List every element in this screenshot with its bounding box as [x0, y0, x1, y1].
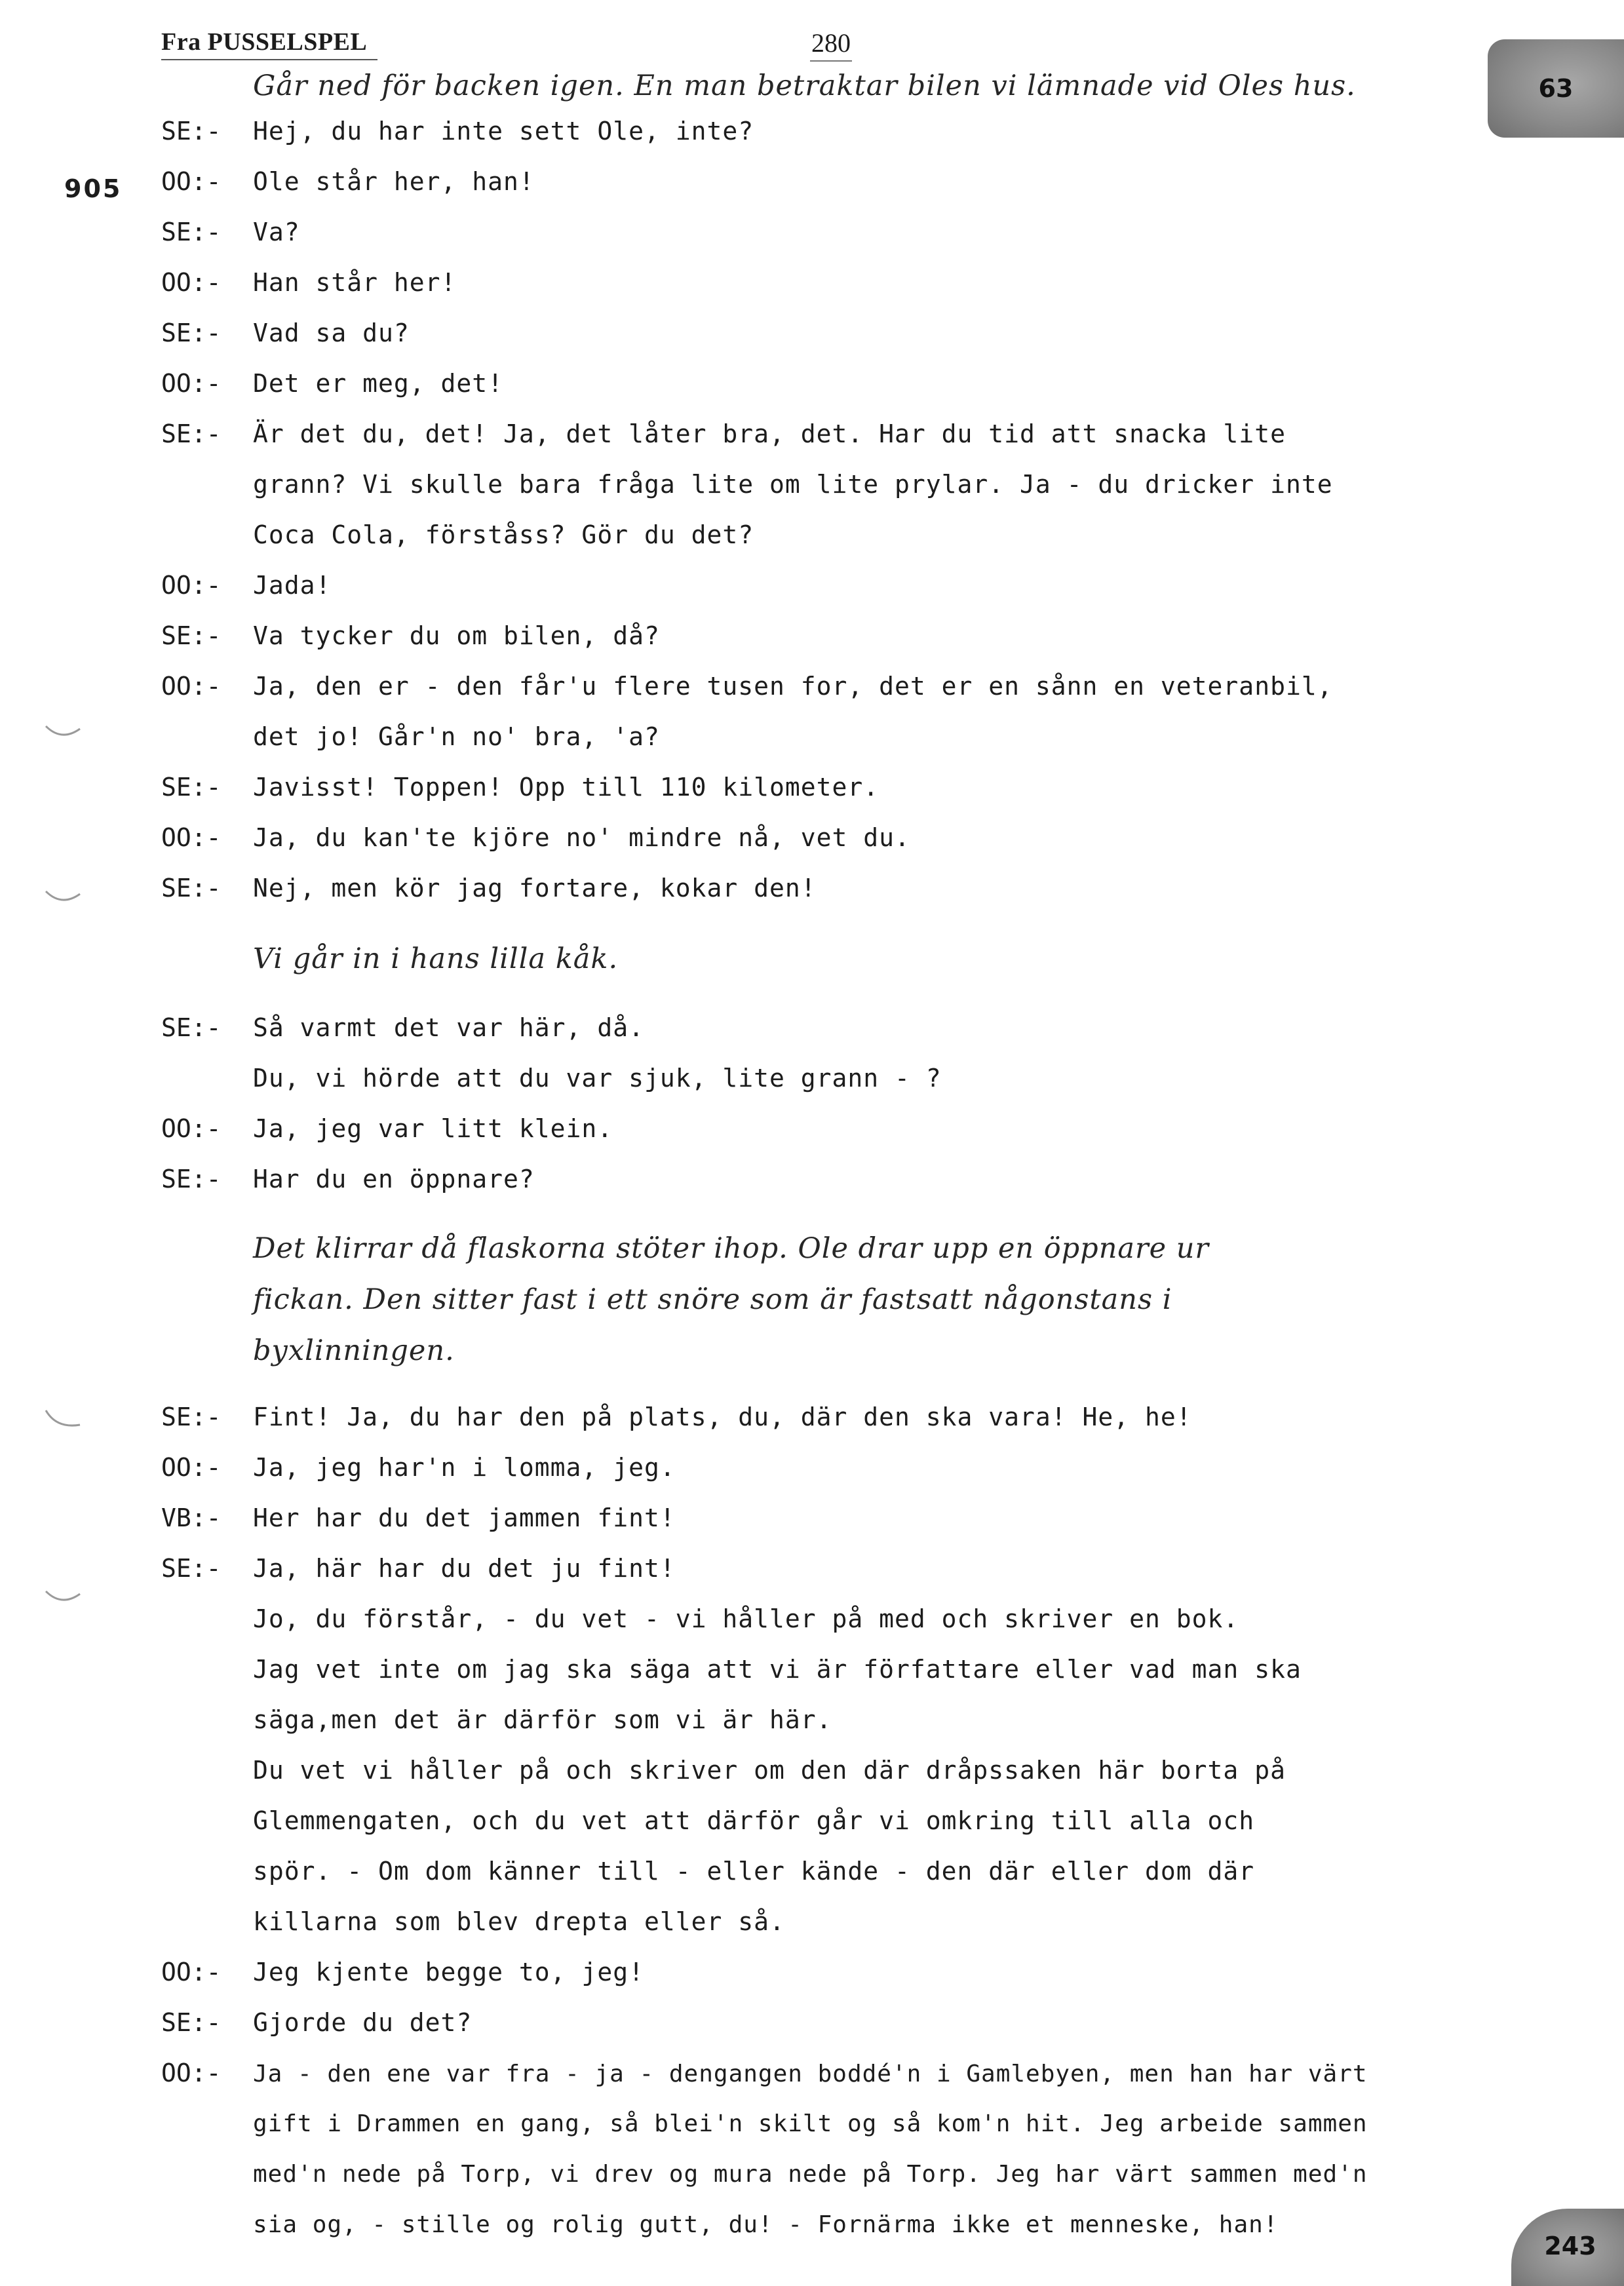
speaker-tag: OO:- — [161, 1958, 222, 1986]
speaker-tag: SE:- — [161, 621, 222, 650]
dialogue-text: Ja, du kan'te kjöre no' mindre nå, vet du. — [253, 823, 910, 852]
dialogue-line — [161, 611, 660, 661]
dialogue-text: Hej, du har inte sett Ole, inte? — [253, 117, 754, 145]
margin-tick-mark — [43, 1585, 83, 1611]
stage-direction: Det klirrar då flaskorna stöter ihop. Ole drar upp en öppnare ur — [253, 1232, 1209, 1265]
dialogue-line — [161, 762, 879, 813]
dialogue-text: Vad sa du? — [253, 319, 410, 347]
speaker-tag: SE:- — [161, 1554, 222, 1583]
dialogue-continuation: Jag vet inte om jag ska säga att vi är författare eller vad man ska — [253, 1655, 1302, 1684]
dialogue-line — [161, 207, 300, 258]
margin-tick-mark — [43, 720, 83, 746]
dialogue-continuation: killarna som blev drepta eller så. — [253, 1907, 785, 1936]
dialogue-text: Jada! — [253, 571, 332, 600]
page-number: 280 — [811, 28, 851, 58]
dialogue-text: Her har du det jammen fint! — [253, 1503, 676, 1532]
source-title: Fra PUSSELSPEL — [161, 28, 368, 56]
dialogue-line — [161, 813, 910, 863]
margin-tick-mark — [43, 885, 83, 911]
dialogue-text: Har du en öppnare? — [253, 1165, 535, 1193]
dialogue-line — [161, 2048, 1368, 2099]
bottom-badge-label: 243 — [1544, 2232, 1596, 2260]
dialogue-line — [161, 358, 503, 409]
dialogue-continuation: grann? Vi skulle bara fråga lite om lite prylar. Ja - du dricker inte — [253, 470, 1333, 499]
dialogue-text: Ja, den er - den får'u flere tusen for, det er en sånn en veteranbil, — [253, 672, 1333, 701]
dialogue-line — [161, 308, 410, 358]
speaker-tag: SE:- — [161, 1403, 222, 1431]
dialogue-text: Jeg kjente begge to, jeg! — [253, 1958, 644, 1986]
speaker-tag: OO:- — [161, 167, 222, 196]
dialogue-continuation: gift i Drammen en gang, så blei'n skilt og så kom'n hit. Jeg arbeide sammen — [253, 2110, 1368, 2137]
bottom-page-badge — [1511, 2209, 1624, 2286]
dialogue-continuation: Du, vi hörde att du var sjuk, lite grann - ? — [253, 1064, 942, 1093]
dialogue-line — [161, 661, 1333, 712]
dialogue-text: Ja, här har du det ju fint! — [253, 1554, 676, 1583]
dialogue-continuation: med'n nede på Torp, vi drev og mura nede på Torp. Jeg har värt sammen med'n — [253, 2161, 1368, 2188]
dialogue-text: Så varmt det var här, då. — [253, 1013, 644, 1042]
dialogue-line — [161, 258, 456, 308]
speaker-tag: VB:- — [161, 1503, 222, 1532]
dialogue-text: Det er meg, det! — [253, 369, 504, 398]
dialogue-text: Va tycker du om bilen, då? — [253, 621, 660, 650]
dialogue-line — [161, 157, 535, 207]
margin-tick-mark — [43, 1408, 83, 1434]
top-badge-label: 63 — [1538, 74, 1574, 103]
dialogue-text: Va? — [253, 218, 300, 246]
dialogue-line — [161, 560, 331, 611]
dialogue-line — [161, 409, 1286, 459]
dialogue-continuation: Du vet vi håller på och skriver om den där dråpssaken här borta på — [253, 1756, 1286, 1785]
dialogue-text: Ja, jeg har'n i lomma, jeg. — [253, 1453, 676, 1482]
dialogue-text: Han står her! — [253, 268, 457, 297]
stage-direction: byxlinningen. — [253, 1334, 455, 1367]
speaker-tag: OO:- — [161, 1114, 222, 1143]
dialogue-continuation: Coca Cola, förståss? Gör du det? — [253, 520, 754, 549]
dialogue-text: Nej, men kör jag fortare, kokar den! — [253, 874, 817, 902]
speaker-tag: SE:- — [161, 874, 222, 902]
dialogue-line — [161, 1003, 644, 1053]
speaker-tag: SE:- — [161, 1165, 222, 1193]
dialogue-continuation: Glemmengaten, och du vet att därför går vi omkring till alla och — [253, 1806, 1255, 1835]
dialogue-text: Ole står her, han! — [253, 167, 535, 196]
dialogue-text: Är det du, det! Ja, det låter bra, det. Har du tid att snacka lite — [253, 419, 1286, 448]
dialogue-line — [161, 1947, 644, 1998]
speaker-tag: OO:- — [161, 268, 222, 297]
speaker-tag: SE:- — [161, 773, 222, 802]
dialogue-continuation: Jo, du förstår, - du vet - vi håller på med och skriver en bok. — [253, 1604, 1239, 1633]
dialogue-line — [161, 106, 754, 157]
dialogue-line — [161, 1998, 472, 2048]
dialogue-line — [161, 1493, 676, 1543]
speaker-tag: SE:- — [161, 2008, 222, 2037]
stage-direction: Går ned för backen igen. En man betraktar bilen vi lämnade vid Oles hus. — [253, 69, 1356, 102]
speaker-tag: SE:- — [161, 419, 222, 448]
dialogue-text: Ja, jeg var litt klein. — [253, 1114, 613, 1143]
stage-direction: Vi går in i hans lilla kåk. — [253, 942, 619, 975]
speaker-tag: OO:- — [161, 2059, 222, 2087]
dialogue-text: Javisst! Toppen! Opp till 110 kilometer. — [253, 773, 880, 802]
speaker-tag: SE:- — [161, 117, 222, 145]
dialogue-line — [161, 1443, 676, 1493]
dialogue-continuation: spör. - Om dom känner till - eller kände - den där eller dom där — [253, 1857, 1255, 1886]
dialogue-continuation: det jo! Går'n no' bra, 'a? — [253, 722, 660, 751]
speaker-tag: OO:- — [161, 571, 222, 600]
speaker-tag: SE:- — [161, 319, 222, 347]
speaker-tag: OO:- — [161, 1453, 222, 1482]
stage-direction: fickan. Den sitter fast i ett snöre som är fastsatt någonstans i — [253, 1283, 1172, 1316]
speaker-tag: OO:- — [161, 369, 222, 398]
dialogue-line — [161, 1154, 535, 1205]
dialogue-continuation: säga,men det är därför som vi är här. — [253, 1705, 832, 1734]
dialogue-line — [161, 863, 817, 914]
dialogue-continuation: sia og, - stille og rolig gutt, du! - Fornärma ikke et menneske, han! — [253, 2211, 1279, 2238]
dialogue-text: Gjorde du det? — [253, 2008, 473, 2037]
dialogue-line — [161, 1104, 613, 1154]
top-page-badge — [1488, 39, 1624, 138]
speaker-tag: OO:- — [161, 672, 222, 701]
dialogue-text: Ja - den ene var fra - ja - dengangen boddé'n i Gamlebyen, men han har värt — [253, 2061, 1368, 2087]
dialogue-line — [161, 1543, 676, 1594]
speaker-tag: SE:- — [161, 218, 222, 246]
dialogue-text: Fint! Ja, du har den på plats, du, där den ska vara! He, he! — [253, 1403, 1192, 1431]
line-number-marker: 905 — [64, 174, 123, 203]
speaker-tag: OO:- — [161, 823, 222, 852]
dialogue-line — [161, 1392, 1192, 1443]
speaker-tag: SE:- — [161, 1013, 222, 1042]
